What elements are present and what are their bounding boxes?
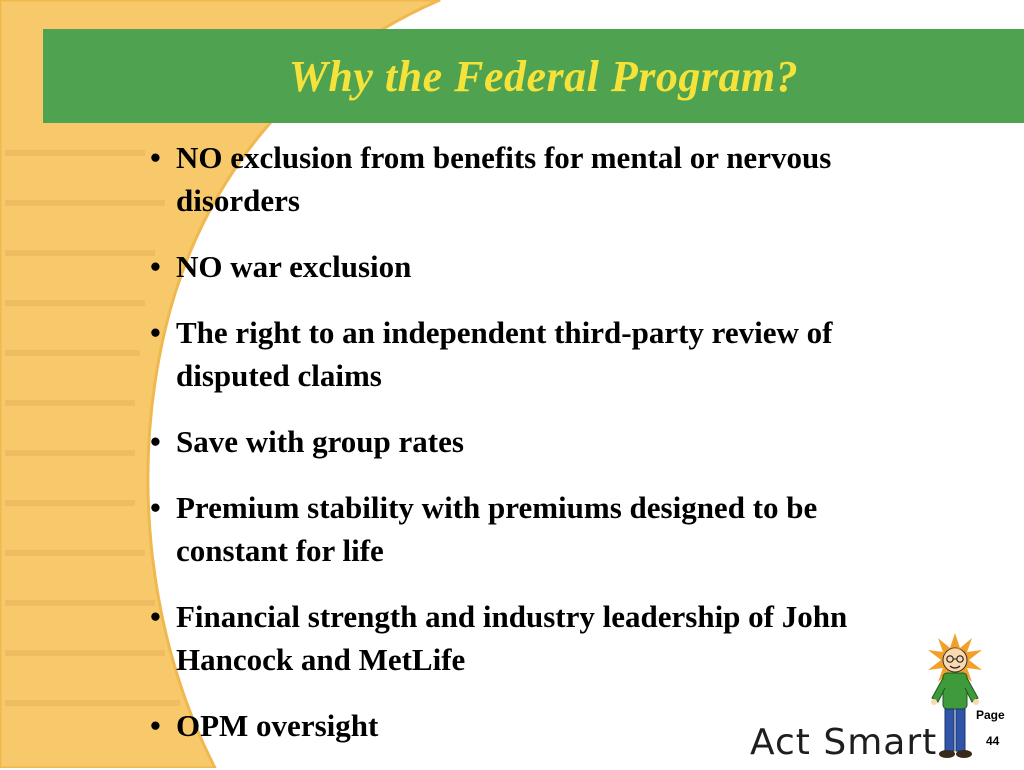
- list-item: [150, 245, 890, 288]
- bullet-text: NO exclusion from benefits for mental or nervous disorders: [176, 140, 832, 218]
- bullet-icon: •: [150, 490, 161, 525]
- slide-title: Why the Federal Program?: [288, 51, 799, 101]
- list-item: [150, 595, 890, 681]
- title-bar: [43, 29, 1024, 123]
- bullet-icon: •: [150, 140, 161, 175]
- bullet-text: Financial strength and industry leadership of John Hancock and MetLife: [176, 599, 848, 677]
- logo: Act Smart: [750, 722, 938, 763]
- page-number: 44: [986, 734, 1000, 748]
- bullet-text: NO war exclusion: [176, 249, 412, 284]
- list-item: [150, 311, 890, 397]
- list-item: [150, 486, 890, 572]
- bullet-text: Premium stability with premiums designed to be constant for life: [176, 490, 818, 568]
- bullet-list: [150, 136, 890, 770]
- list-item: [150, 136, 890, 222]
- bullet-icon: •: [150, 599, 161, 634]
- bullet-icon: •: [150, 708, 161, 743]
- page-label: Page: [976, 708, 1005, 722]
- bullet-text: The right to an independent third-party review of disputed claims: [176, 315, 833, 393]
- bullet-text: OPM oversight: [176, 708, 379, 743]
- bullet-text: Save with group rates: [176, 424, 464, 459]
- bullet-icon: •: [150, 315, 161, 350]
- bullet-icon: •: [150, 424, 161, 459]
- bullet-icon: •: [150, 249, 161, 284]
- list-item: [150, 420, 890, 463]
